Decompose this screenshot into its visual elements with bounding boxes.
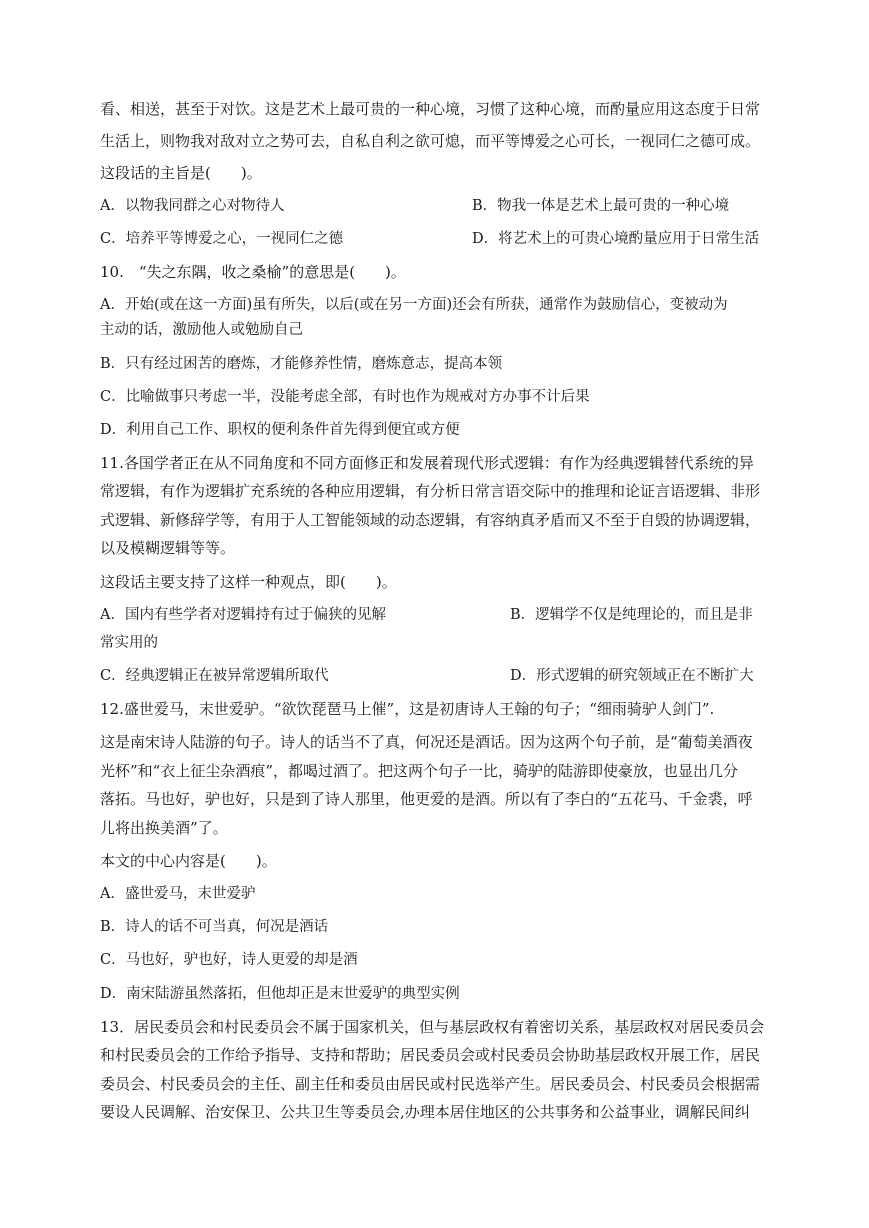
q11-options-row-1: [100, 605, 772, 627]
q10-option-c: C．比喻做事只考虑一半，没能考虑全部，有时也作为规戒对方办事不计后果: [100, 389, 590, 405]
q9-options-row-2: [100, 229, 772, 251]
q11-option-a: A．国内有些学者对逻辑持有过于偏狭的见解: [100, 607, 386, 623]
q10-question: 10. “失之东隅，收之桑榆”的意思是( )。: [100, 263, 406, 281]
q11-passage-line-3: 式逻辑、新修辞学等，有用于人工智能领域的动态逻辑，有容纳真矛盾而又不至于自毁的协调逻辑，: [100, 511, 761, 529]
q11-option-b: B．逻辑学不仅是纯理论的，而且是非: [510, 607, 753, 623]
q9-option-b: B．物我一体是艺术上最可贵的一种心境: [472, 198, 730, 214]
q9-question: 这段话的主旨是( )。: [100, 164, 262, 182]
q11-option-c: C．经典逻辑正在被异常逻辑所取代: [100, 668, 329, 684]
q10-option-a-line-1: A．开始(或在这一方面)虽有所失，以后(或在另一方面)还会有所获，通常作为鼓励信心，变被动为: [100, 297, 728, 313]
q9-passage-line-2: 生活上，则物我对敌对立之势可去，自私自利之欲可熄，而平等博爱之心可长，一视同仁之德可成。: [100, 132, 761, 150]
q11-options-row-2: [100, 666, 772, 688]
q13-passage-line-4: 要设人民调解、治安保卫、公共卫生等委员会,办理本居住地区的公共事务和公益事业，调解民间纠: [100, 1103, 750, 1121]
q12-passage-line-3: 光杯”和“衣上征尘杂酒痕”，都喝过酒了。把这两个句子一比，骑驴的陆游即使豪放，也显出几分: [100, 762, 739, 780]
q9-option-d: D．将艺术上的可贵心境酌量应用于日常生活: [472, 231, 760, 247]
q9-options-row-1: [100, 196, 772, 218]
q9-option-c: C．培养平等博爱之心，一视同仁之德: [100, 231, 344, 247]
q13-passage-line-3: 委员会、村民委员会的主任、副主任和委员由居民或村民选举产生。居民委员会、村民委员会根据需: [100, 1075, 761, 1093]
q12-passage-line-2: 这是南宋诗人陆游的句子。诗人的话当不了真，何况还是酒话。因为这两个句子前，是“葡萄美酒夜: [100, 733, 753, 751]
q12-option-b: B．诗人的话不可当真，何况是酒话: [100, 919, 329, 935]
q11-option-d: D．形式逻辑的研究领域正在不断扩大: [510, 668, 754, 684]
q12-option-d: D．南宋陆游虽然落拓，但他却正是末世爱驴的典型实例: [100, 986, 460, 1002]
q11-passage-line-4: 以及模糊逻辑等等。: [100, 539, 236, 557]
q12-passage-line-5: 儿将出换美酒”了。: [100, 819, 228, 837]
q11-option-b-continued: 常实用的: [100, 635, 158, 651]
q12-option-a: A．盛世爱马，末世爱驴: [100, 886, 256, 902]
q13-passage-line-1: 13．居民委员会和村民委员会不属于国家机关，但与基层政权有着密切关系，基层政权对居民委员会: [100, 1018, 765, 1036]
q11-question: 这段话主要支持了这样一种观点，即( )。: [100, 573, 397, 591]
q11-passage-line-1: 11.各国学者正在从不同角度和不同方面修正和发展着现代形式逻辑：有作为经典逻辑替代系统的异: [100, 454, 754, 472]
q12-passage-line-1: 12.盛世爱马，末世爱驴。“欲饮琵琶马上催”，这是初唐诗人王翰的句子；“细雨骑驴人剑门”.: [100, 700, 715, 718]
q12-question: 本文的中心内容是( )。: [100, 852, 277, 870]
q12-passage-line-4: 落拓。马也好，驴也好，只是到了诗人那里，他更爱的是酒。所以有了李白的“五花马、千金裘，呼: [100, 790, 753, 808]
q9-passage-line-1: 看、相送，甚至于对饮。这是艺术上最可贵的一种心境，习惯了这种心境，而酌量应用这态度于日常: [100, 100, 761, 118]
q10-option-b: B．只有经过困苦的磨炼，才能修养性情，磨炼意志，提高本领: [100, 356, 503, 372]
q9-option-a: A．以物我同群之心对物待人: [100, 198, 285, 214]
q12-option-c: C．马也好，驴也好，诗人更爱的却是酒: [100, 952, 358, 968]
q13-passage-line-2: 和村民委员会的工作给予指导、支持和帮助；居民委员会或村民委员会协助基层政权开展工作，居民: [100, 1046, 761, 1064]
q11-passage-line-2: 常逻辑，有作为逻辑扩充系统的各种应用逻辑，有分析日常言语交际中的推理和论证言语逻辑、非形: [100, 482, 761, 500]
q10-option-d: D．利用自己工作、职权的便利条件首先得到便宜或方便: [100, 422, 460, 438]
q10-option-a-line-2: 主动的话，激励他人或勉励自己: [100, 322, 303, 338]
